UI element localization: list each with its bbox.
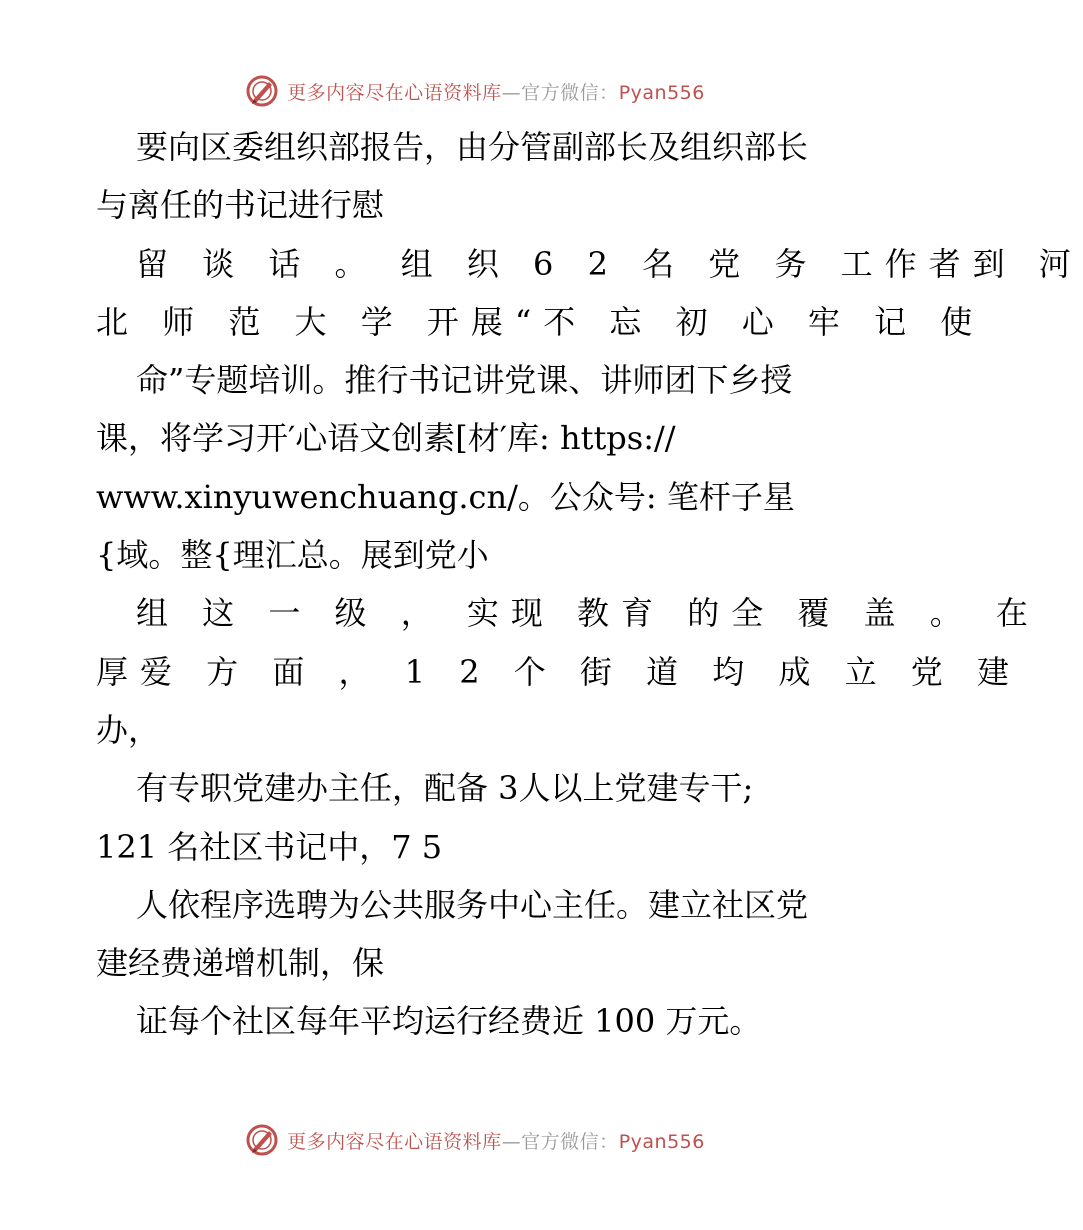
pen-circle-icon xyxy=(245,74,279,108)
watermark-wechat-label: 官方微信： xyxy=(521,1130,619,1153)
document-body xyxy=(96,118,1083,1051)
watermark-title: 更多内容尽在心语资料库 xyxy=(287,81,502,104)
body-line-3: 留 谈 话 。 组 织 6 2 名 党 务 工作者到 河 xyxy=(136,244,1083,283)
body-line-11: 办， xyxy=(96,710,161,749)
body-line-1: 要向区委组织部报告，由分管副部长及组织部长 xyxy=(136,128,809,166)
body-line-6: 课，将学习开′心语文创素[材′库: https:// xyxy=(96,419,676,458)
body-line-15: 建经费递增机制，保 xyxy=(96,944,385,983)
body-line-14: 人依程序选聘为公共服务中心主任。建立社区党 xyxy=(136,885,809,924)
footer-watermark xyxy=(0,1120,950,1160)
body-line-10: 厚爱 方 面 ， 1 2 个 街 道 均 成 立 党 建 xyxy=(96,652,1021,691)
body-line-5: 命”专题培训。推行书记讲党课、讲师团下乡授 xyxy=(136,361,793,400)
body-line-12: 有专职党建办主任，配备 3人以上党建专干; xyxy=(136,769,754,808)
watermark-wechat-label: 官方微信： xyxy=(521,81,619,104)
body-line-2: 与离任的书记进行慰 xyxy=(96,186,385,225)
pen-circle-icon xyxy=(245,1123,279,1157)
watermark-wechat-id: Pyan556 xyxy=(618,1130,705,1153)
body-line-4: 北 师 范 大 学 开展“不 忘 初 心 牢 记 使 xyxy=(96,302,985,341)
body-line-13: 121 名社区书记中，7 5 xyxy=(96,827,443,866)
body-line-8: {域。整{理汇总。展到党小 xyxy=(96,536,489,575)
body-line-9: 组 这 一 级 ， 实现 教育 的全 覆 盖 。 在 xyxy=(136,594,1040,633)
body-line-16: 证每个社区每年平均运行经费近 100 万元。 xyxy=(136,1002,762,1041)
watermark-dash: — xyxy=(501,1130,522,1153)
watermark-title: 更多内容尽在心语资料库 xyxy=(287,1130,502,1153)
body-line-7: www.xinyuwenchuang.cn/。公众号: 笔杆子星 xyxy=(96,477,795,516)
watermark-wechat-id: Pyan556 xyxy=(618,81,705,104)
watermark-dash: — xyxy=(501,81,522,104)
watermark-text xyxy=(287,1127,705,1154)
watermark-text xyxy=(287,78,705,105)
header-watermark xyxy=(0,71,950,111)
